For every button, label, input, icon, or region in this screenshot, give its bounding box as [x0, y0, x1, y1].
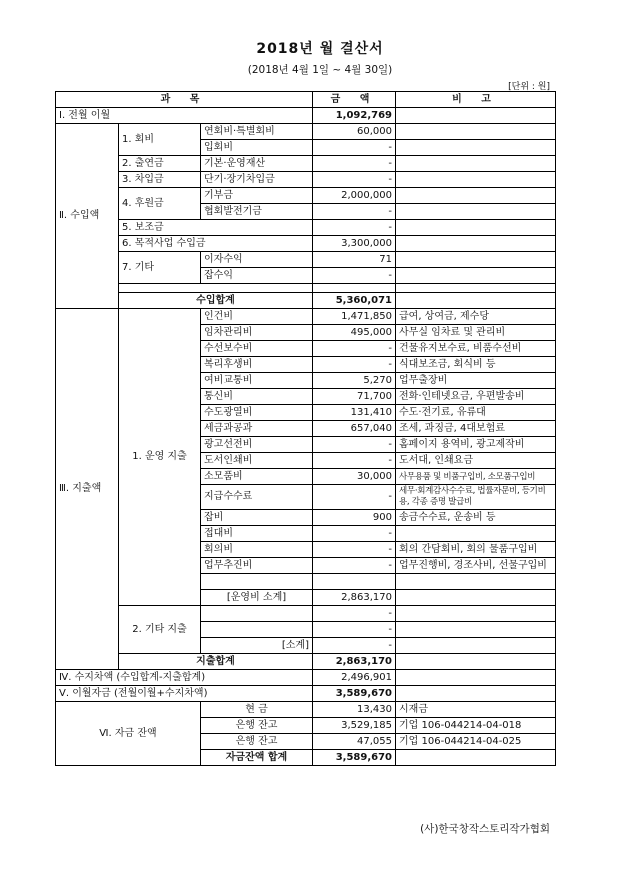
table-cell — [396, 284, 556, 293]
funds-section-label: Ⅵ. 자금 잔액 — [56, 702, 201, 766]
expense-item: 복리후생비 — [201, 357, 313, 373]
note-cell — [396, 686, 556, 702]
income-total: 5,360,071 — [313, 293, 396, 309]
income-category: 5. 보조금 — [119, 220, 313, 236]
expense-amount — [313, 574, 396, 590]
expense-item: 임차관리비 — [201, 325, 313, 341]
income-amount: 60,000 — [313, 124, 396, 140]
table-row — [56, 220, 556, 236]
expense-amount: 1,471,850 — [313, 309, 396, 325]
expense-note: 식대보조금, 회식비 등 — [396, 357, 556, 373]
income-item: 연회비·특별회비 — [201, 124, 313, 140]
other-expense-item — [201, 622, 313, 638]
note-cell — [396, 252, 556, 268]
funds-note: 기업 106-044214-04-025 — [396, 734, 556, 750]
income-amount: - — [313, 172, 396, 188]
expense-amount: - — [313, 558, 396, 574]
income-item: 입회비 — [201, 140, 313, 156]
prev-balance-amount: 1,092,769 — [313, 108, 396, 124]
expense-item: 통신비 — [201, 389, 313, 405]
income-category: 7. 기타 — [119, 252, 201, 284]
expense-amount: - — [313, 485, 396, 510]
income-amount: 71 — [313, 252, 396, 268]
income-item: 기부금 — [201, 188, 313, 204]
income-item: 기본·운영재산 — [201, 156, 313, 172]
other-expense-amount: - — [313, 606, 396, 622]
expense-item: 소모품비 — [201, 469, 313, 485]
income-amount: - — [313, 220, 396, 236]
note-cell — [396, 590, 556, 606]
expense-note — [396, 574, 556, 590]
other-subtotal-label: [소계] — [201, 638, 313, 654]
note-cell — [396, 268, 556, 284]
expense-amount: - — [313, 542, 396, 558]
balance-diff-amount: 2,496,901 — [313, 670, 396, 686]
settlement-table — [55, 91, 556, 766]
expense-amount: - — [313, 526, 396, 542]
expense-amount: - — [313, 357, 396, 373]
income-amount: - — [313, 204, 396, 220]
expense-note: 수도·전기료, 유류대 — [396, 405, 556, 421]
table-cell — [313, 284, 396, 293]
expense-item — [201, 574, 313, 590]
table-row — [56, 108, 556, 124]
expense-item: 도서인쇄비 — [201, 453, 313, 469]
note-cell — [396, 204, 556, 220]
income-amount: - — [313, 140, 396, 156]
expense-item: 지급수수료 — [201, 485, 313, 510]
expense-total: 2,863,170 — [313, 654, 396, 670]
table-row — [56, 686, 556, 702]
expense-item: 인건비 — [201, 309, 313, 325]
expense-note: 전화·인테넷요금, 우편발송비 — [396, 389, 556, 405]
funds-total: 3,589,670 — [313, 750, 396, 766]
funds-item: 은행 잔고 — [201, 718, 313, 734]
expense-note: 업무출장비 — [396, 373, 556, 389]
income-total-label: 수입합계 — [119, 293, 313, 309]
balance-diff-label: Ⅳ. 수지차액 (수입합계-지출합계) — [56, 670, 313, 686]
operating-subtotal-label: [운영비 소계] — [201, 590, 313, 606]
income-item: 잡수익 — [201, 268, 313, 284]
expense-item: 수도광열비 — [201, 405, 313, 421]
note-cell — [396, 140, 556, 156]
expense-note: 사무용품 및 비품구입비, 소모품구입비 — [396, 469, 556, 485]
expense-note: 도서대, 인쇄요금 — [396, 453, 556, 469]
table-row — [56, 188, 556, 204]
table-row — [56, 670, 556, 686]
note-cell — [396, 236, 556, 252]
note-cell — [396, 670, 556, 686]
table-row — [56, 252, 556, 268]
other-expense-label: 2. 기타 지출 — [119, 606, 201, 654]
expense-note — [396, 526, 556, 542]
expense-note: 건물유지보수료, 비품수선비 — [396, 341, 556, 357]
income-amount: 2,000,000 — [313, 188, 396, 204]
note-cell — [396, 654, 556, 670]
note-cell — [396, 172, 556, 188]
expense-note: 세무·회계감사수수료, 법률자문비, 등기비용, 각종 증명 발급비 — [396, 485, 556, 510]
funds-amount: 3,529,185 — [313, 718, 396, 734]
expense-note: 홈페이지 용역비, 광고제작비 — [396, 437, 556, 453]
income-amount: - — [313, 268, 396, 284]
expense-item: 수선보수비 — [201, 341, 313, 357]
operating-expense-label: 1. 운영 지출 — [119, 309, 201, 606]
income-category: 2. 출연금 — [119, 156, 201, 172]
carry-over-label: Ⅴ. 이월자금 (전월이월+수지차액) — [56, 686, 313, 702]
unit-label: [단위 : 원] — [508, 82, 550, 92]
income-item: 단기·장기차입금 — [201, 172, 313, 188]
funds-note: 시재금 — [396, 702, 556, 718]
note-cell — [396, 638, 556, 654]
income-category: 4. 후원금 — [119, 188, 201, 220]
table-row — [56, 124, 556, 140]
expense-note: 조세, 과징금, 4대보험료 — [396, 421, 556, 437]
note-cell — [396, 622, 556, 638]
income-amount: - — [313, 156, 396, 172]
document-title: 2018년 월 결산서 — [256, 41, 384, 57]
table-row — [56, 236, 556, 252]
funds-amount: 47,055 — [313, 734, 396, 750]
expense-amount: 657,040 — [313, 421, 396, 437]
table-cell — [119, 284, 313, 293]
expense-amount: 495,000 — [313, 325, 396, 341]
note-cell — [396, 156, 556, 172]
note-cell — [396, 606, 556, 622]
expense-item: 업무추진비 — [201, 558, 313, 574]
table-row — [56, 156, 556, 172]
table-row — [56, 284, 556, 293]
other-expense-amount: - — [313, 622, 396, 638]
income-category: 3. 차입금 — [119, 172, 201, 188]
expense-note: 급여, 상여금, 제수당 — [396, 309, 556, 325]
expense-note: 송금수수료, 운송비 등 — [396, 510, 556, 526]
funds-total-label: 자금잔액 합계 — [201, 750, 313, 766]
income-section-label: Ⅱ. 수입액 — [56, 124, 119, 309]
funds-note: 기업 106-044214-04-018 — [396, 718, 556, 734]
table-row — [56, 702, 556, 718]
header-note: 비 고 — [396, 92, 556, 108]
operating-subtotal: 2,863,170 — [313, 590, 396, 606]
expense-amount: 5,270 — [313, 373, 396, 389]
organization-name: (사)한국창작스토리작가협회 — [420, 823, 550, 835]
note-cell — [396, 188, 556, 204]
table-row — [56, 92, 556, 108]
expense-total-label: 지출합계 — [119, 654, 313, 670]
table-row — [56, 293, 556, 309]
other-expense-item — [201, 606, 313, 622]
funds-amount: 13,430 — [313, 702, 396, 718]
table-row — [56, 172, 556, 188]
expense-amount: 131,410 — [313, 405, 396, 421]
expense-item: 회의비 — [201, 542, 313, 558]
note-cell — [396, 750, 556, 766]
expense-amount: 30,000 — [313, 469, 396, 485]
income-amount: 3,300,000 — [313, 236, 396, 252]
table-row — [56, 309, 556, 325]
expense-note: 업무진행비, 경조사비, 선물구입비 — [396, 558, 556, 574]
income-item: 이자수익 — [201, 252, 313, 268]
note-cell — [396, 108, 556, 124]
table-row — [56, 606, 556, 622]
expense-item: 접대비 — [201, 526, 313, 542]
expense-item: 세금과공과 — [201, 421, 313, 437]
income-item: 협회발전기금 — [201, 204, 313, 220]
expense-amount: 900 — [313, 510, 396, 526]
funds-item: 현 금 — [201, 702, 313, 718]
header-subject: 과 목 — [56, 92, 313, 108]
income-category: 6. 목적사업 수입금 — [119, 236, 313, 252]
other-subtotal: - — [313, 638, 396, 654]
expense-amount: - — [313, 453, 396, 469]
prev-balance-label: Ⅰ. 전월 이월 — [56, 108, 313, 124]
header-amount: 금 액 — [313, 92, 396, 108]
expense-note: 회의 간담회비, 회의 물품구입비 — [396, 542, 556, 558]
expense-note: 사무실 임차료 및 관리비 — [396, 325, 556, 341]
expense-item: 여비교통비 — [201, 373, 313, 389]
table-row — [56, 654, 556, 670]
document-period: (2018년 4월 1일 ~ 4월 30일) — [247, 64, 393, 76]
expense-item: 광고선전비 — [201, 437, 313, 453]
expense-amount: 71,700 — [313, 389, 396, 405]
note-cell — [396, 293, 556, 309]
carry-over-amount: 3,589,670 — [313, 686, 396, 702]
note-cell — [396, 220, 556, 236]
funds-item: 은행 잔고 — [201, 734, 313, 750]
income-category: 1. 회비 — [119, 124, 201, 156]
note-cell — [396, 124, 556, 140]
expense-amount: - — [313, 437, 396, 453]
expense-item: 잡비 — [201, 510, 313, 526]
expense-section-label: Ⅲ. 지출액 — [56, 309, 119, 670]
expense-amount: - — [313, 341, 396, 357]
